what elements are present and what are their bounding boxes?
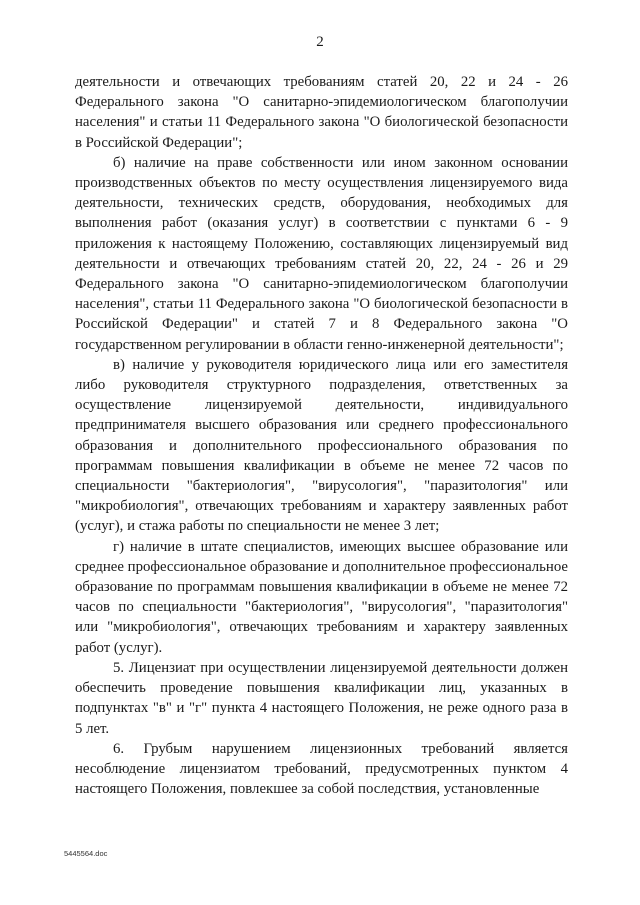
footer-file-name: 5445564.doc (64, 849, 108, 858)
paragraph-subitem-v: в) наличие у руководителя юридического лица или его заместителя либо руководителя структурного подразделения, ответственных за осуществление лицензируемой деятельности, индивидуального предпринимателя высшего образования или среднего профессионального образования и дополнительного профессионального образования по программам повышения квалификации в объеме не менее 72 часов по специальности "бактериология", "вирусология", "паразитология" или "микробиология", отвечающих требованиям и характеру заявленных работ (услуг), и стажа работы по специальности не менее 3 лет; (75, 356, 568, 535)
page-number: 2 (316, 34, 324, 50)
paragraph-subitem-g: г) наличие в штате специалистов, имеющих высшее образование или среднее профессиональное образование и дополнительное профессиональное образование по программам повышения квалификации в объеме не менее 72 часов по специальности "бактериология", "вирусология", "паразитология" или "микробиология", отвечающих требованиям и характеру заявленных работ (услуг). (75, 538, 568, 656)
paragraph-item-6: 6. Грубым нарушением лицензионных требований является несоблюдение лицензиатом требований, предусмотренных пунктом 4 настоящего Положения, повлекшее за собой последствия, установленные (75, 740, 568, 798)
paragraph-continuation: деятельности и отвечающих требованиям статей 20, 22 и 24 - 26 Федерального закона "О санитарно-эпидемиологическом благополучии населения" и статьи 11 Федерального закона "О биологической безопасности в Российской Федерации"; (75, 74, 568, 151)
paragraph-item-5: 5. Лицензиат при осуществлении лицензируемой деятельности должен обеспечить проведение повышения квалификации лиц, указанных в подпунктах "в" и "г" пункта 4 настоящего Положения, не реже одного раза в 5 лет. (75, 659, 568, 737)
paragraph-subitem-b: б) наличие на праве собственности или ином законном основании производственных объектов по месту осуществления лицензируемого вида деятельности, технических средств, оборудования, необходимых для выполнения работ (оказания услуг) в соответствии с пунктами 6 - 9 приложения к настоящему Положению, составляющих лицензируемый вид деятельности и отвечающих требованиям статей 20, 22, 24 - 26 и 29 Федерального закона "О санитарно-эпидемиологическом благополучии населения", статьи 11 Федерального закона "О биологической безопасности в Российской Федерации" и статей 7 и 8 Федерального закона "О государственном регулировании в области генно-инженерной деятельности"; (75, 154, 568, 353)
document-body (75, 72, 568, 799)
